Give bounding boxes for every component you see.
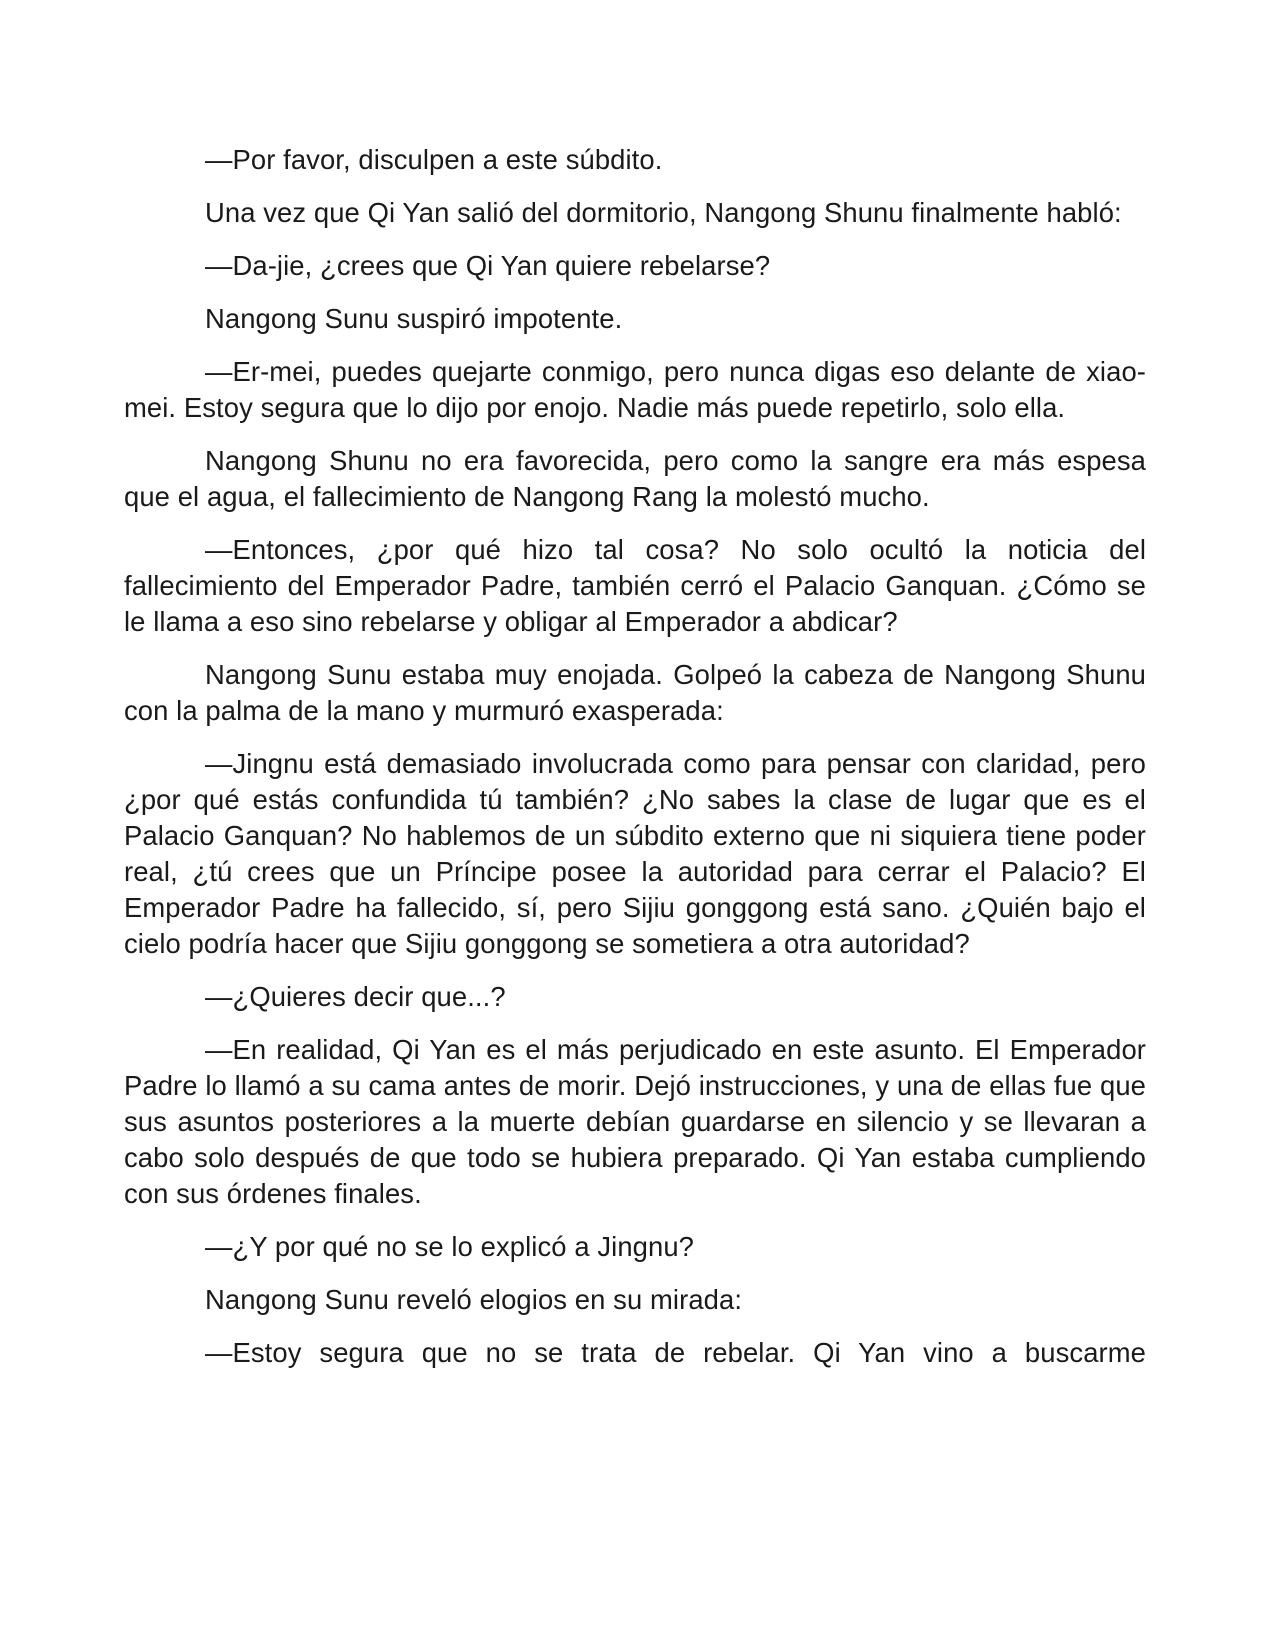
paragraph: —Er-mei, puedes quejarte conmigo, pero nunca digas eso delante de xiao-mei. Estoy segura que lo dijo por enojo. Nadie más puede repetirlo, solo ella. xyxy=(124,356,1146,423)
paragraph: Nangong Sunu suspiró impotente. xyxy=(205,303,623,334)
paragraph: —Por favor, disculpen a este súbdito. xyxy=(205,144,663,175)
paragraph: —¿Y por qué no se lo explicó a Jingnu? xyxy=(205,1231,695,1262)
paragraph: Nangong Sunu estaba muy enojada. Golpeó la cabeza de Nangong Shunu con la palma de la mano y murmuró exasperada: xyxy=(124,659,1146,726)
paragraph: Una vez que Qi Yan salió del dormitorio, Nangong Shunu finalmente habló: xyxy=(205,197,1122,228)
paragraph: —En realidad, Qi Yan es el más perjudicado en este asunto. El Emperador Padre lo llamó a su cama antes de morir. Dejó instrucciones, y una de ellas fue que sus asuntos posteriores a la muerte debían guardarse en silencio y se llevaran a cabo solo después de que todo se hubiera preparado. Qi Yan estaba cumpliendo con sus órdenes finales. xyxy=(124,1034,1146,1209)
paragraph: —Jingnu está demasiado involucrada como para pensar con claridad, pero ¿por qué estás confundida tú también? ¿No sabes la clase de lugar que es el Palacio Ganquan? No hablemos de un súbdito externo que ni siquiera tiene poder real, ¿tú crees que un Príncipe posee la autoridad para cerrar el Palacio? El Emperador Padre ha fallecido, sí, pero Sijiu gonggong está sano. ¿Quién bajo el cielo podría hacer que Sijiu gonggong se sometiera a otra autoridad? xyxy=(124,748,1146,959)
paragraph: —Entonces, ¿por qué hizo tal cosa? No solo ocultó la noticia del fallecimiento del Emperador Padre, también cerró el Palacio Ganquan. ¿Cómo se le llama a eso sino rebelarse y obligar al Emperador a abdicar? xyxy=(124,534,1146,637)
body-text xyxy=(124,142,1146,1388)
paragraph: —¿Quieres decir que...? xyxy=(205,981,506,1012)
paragraph: Nangong Shunu no era favorecida, pero como la sangre era más espesa que el agua, el fallecimiento de Nangong Rang la molestó mucho. xyxy=(124,445,1146,512)
paragraph: —Da-jie, ¿crees que Qi Yan quiere rebelarse? xyxy=(205,250,771,281)
paragraph: —Estoy segura que no se trata de rebelar. Qi Yan vino a buscarme xyxy=(205,1337,1146,1368)
paragraph: Nangong Sunu reveló elogios en su mirada: xyxy=(205,1284,743,1315)
